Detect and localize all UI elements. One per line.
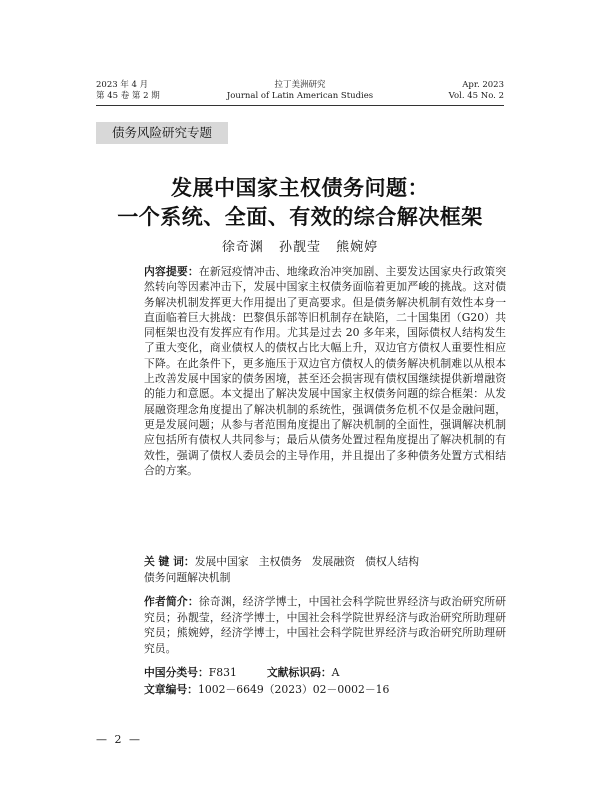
section-tag: 债务风险研究专题	[96, 122, 228, 144]
article-number-label: 文章编号：	[144, 683, 198, 696]
keyword: 债权人结构	[365, 555, 420, 568]
header-volume	[449, 80, 504, 102]
abstract-label: 内容提要：	[144, 265, 199, 278]
page-number: — 2 —	[96, 733, 142, 746]
running-header	[96, 80, 504, 108]
author-bio	[122, 594, 506, 656]
keyword: 发展中国家	[194, 555, 249, 568]
doc-code-value: A	[331, 666, 340, 679]
header-issue-line: 第 45 卷 第 2 期	[96, 91, 160, 101]
journal-name-cn: 拉丁美洲研究	[274, 80, 326, 90]
header-rule	[96, 105, 504, 106]
author-bio-text: 徐奇渊，经济学博士，中国社会科学院世界经济与政治研究所研究员；孙靓莹，经济学博士，中国社会科学院世界经济与政治研究所助理研究员；熊婉婷，经济学博士，中国社会科学院世界经济与政治研究所助理研究员。	[144, 595, 507, 655]
keyword: 发展融资	[311, 555, 356, 568]
keywords-label: 关 键 词：	[144, 555, 195, 568]
abstract-text: 在新冠疫情冲击、地缘政治冲突加剧、主要发达国家央行政策突然转向等因素冲击下，发展中国家主权债务面临着更加严峻的挑战。这对债务解决机制发挥更大作用提出了更高要求。但是债务解决机制有效性本身一直面临着巨大挑战：巴黎俱乐部等旧机制存在缺陷，二十国集团（G20）共同框架也没有发挥应有作用。尤其是过去 20 多年来，国际债权人结构发生了重大变化，商业债权人的债权占比大幅上升，双边官方债权人重要性相应下降。在此条件下，更多施压于双边官方债权人的债务解决机制难以从根本上改善发展中国家的债务困境，甚至还会损害现有债权国继续提供新增融资的能力和意愿。本文提出了解决发展中国家主权债务问题的综合框架：从发展融资理念角度提出了解决机制的系统性，强调债务危机不仅是金融问题，更是发展问题；从参与者范围角度提出了解决机制的全面性，强调解决机制应包括所有债权人共同参与；最后从债务处置过程角度提出了解决机制的有效性，强调了债权人委员会的主导作用，并且提出了多种债务处置方式相结合的方案。	[144, 265, 507, 477]
journal-name-en: Journal of Latin American Studies	[226, 91, 374, 101]
author-list: 徐奇渊 孙靓莹 熊婉婷	[221, 240, 379, 255]
clc-value: F831	[208, 666, 237, 679]
keyword: 主权债务	[258, 555, 302, 568]
author-bio-label: 作者简介：	[144, 595, 199, 608]
article-number-value: 1002－6649（2023）02－0002－16	[197, 683, 390, 696]
clc-label: 中国分类号：	[144, 666, 209, 679]
paper-title-line2: 一个系统、全面、有效的综合解决框架	[117, 205, 483, 229]
classification	[122, 665, 506, 681]
keyword: 债务问题解决机制	[144, 570, 231, 584]
header-volume-en: Vol. 45 No. 2	[448, 91, 504, 101]
header-journal	[96, 80, 504, 102]
header-date-en: Apr. 2023	[462, 80, 504, 90]
paper-title-line1: 发展中国家主权债务问题：	[171, 176, 429, 200]
header-date-line1: 2023 年 4 月	[96, 80, 149, 90]
abstract	[122, 264, 506, 478]
keywords	[122, 554, 506, 585]
article-number	[122, 682, 506, 698]
doc-code-label: 文献标识码：	[266, 666, 332, 679]
